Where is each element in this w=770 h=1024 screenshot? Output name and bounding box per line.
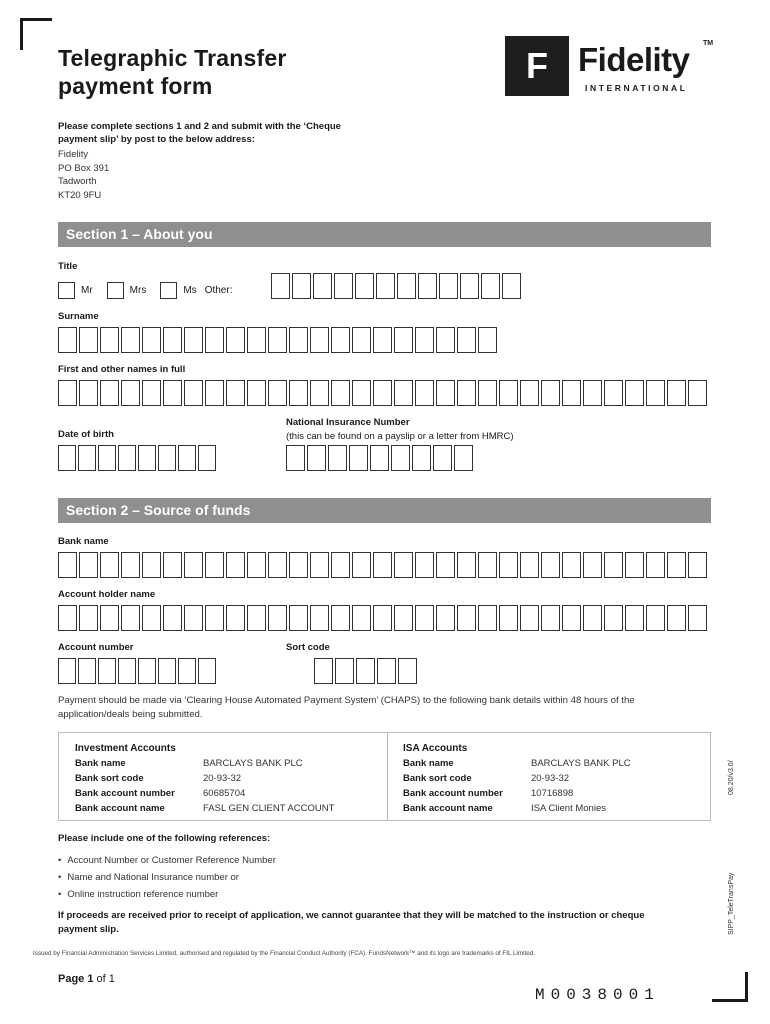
row-key: Bank account name — [403, 803, 493, 814]
row-key: Bank account number — [75, 788, 175, 799]
char-box[interactable] — [310, 380, 329, 406]
char-box[interactable] — [394, 605, 413, 631]
account-holder-field[interactable] — [58, 605, 707, 631]
char-box[interactable] — [520, 380, 539, 406]
table-row — [75, 801, 334, 816]
char-box[interactable] — [226, 380, 245, 406]
char-box[interactable] — [163, 380, 182, 406]
char-box[interactable] — [247, 380, 266, 406]
logo-subtitle: INTERNATIONAL — [585, 83, 688, 93]
char-box[interactable] — [58, 380, 77, 406]
row-value: 20-93-32 — [203, 773, 242, 784]
address-line: KT20 9FU — [58, 189, 102, 201]
table-divider — [387, 733, 388, 820]
char-box[interactable] — [268, 605, 287, 631]
side-code-version: 08.20/v3.0/ — [728, 760, 735, 795]
char-box[interactable] — [667, 552, 686, 578]
char-box[interactable] — [331, 605, 350, 631]
char-box[interactable] — [198, 445, 216, 471]
ni-label: National Insurance Number — [286, 417, 410, 428]
table-row — [75, 771, 334, 786]
char-box[interactable] — [604, 605, 623, 631]
ni-field[interactable] — [286, 445, 473, 471]
char-box[interactable] — [307, 445, 326, 471]
account-number-label: Account number — [58, 642, 134, 653]
char-box[interactable] — [398, 658, 417, 684]
char-box[interactable] — [226, 327, 245, 353]
sort-code-field[interactable] — [314, 658, 417, 684]
references-list — [58, 852, 276, 903]
char-box[interactable] — [478, 552, 497, 578]
char-box[interactable] — [625, 605, 644, 631]
char-box[interactable] — [433, 445, 452, 471]
char-box[interactable] — [289, 327, 308, 353]
char-box[interactable] — [499, 380, 518, 406]
char-box[interactable] — [184, 327, 203, 353]
isa-accounts — [403, 741, 631, 816]
investment-accounts — [75, 741, 334, 816]
char-box[interactable] — [415, 552, 434, 578]
char-box[interactable] — [604, 380, 623, 406]
legal-notice: Issued by Financial Administration Services Limited, authorised and regulated by the Financial Conduct Authority (FCA). FundsNetwork™ and its logo are trademarks of FIL Limited. — [33, 950, 536, 957]
char-box[interactable] — [478, 380, 497, 406]
char-box[interactable] — [457, 380, 476, 406]
char-box[interactable] — [356, 658, 375, 684]
char-box[interactable] — [121, 552, 140, 578]
char-box[interactable] — [352, 552, 371, 578]
char-box[interactable] — [286, 445, 305, 471]
char-box[interactable] — [499, 552, 518, 578]
char-box[interactable] — [457, 552, 476, 578]
surname-field[interactable] — [58, 327, 497, 353]
row-key: Bank account name — [75, 803, 165, 814]
row-key: Bank sort code — [75, 773, 144, 784]
char-box[interactable] — [562, 380, 581, 406]
char-box[interactable] — [226, 552, 245, 578]
char-box[interactable] — [331, 327, 350, 353]
char-box[interactable] — [184, 552, 203, 578]
warning-text: If proceeds are received prior to receipt of application, we cannot guarantee that they will be matched to the instruction or cheque payment slip. — [58, 910, 645, 935]
list-item: • Account Number or Customer Reference Number — [58, 852, 276, 869]
page-title — [58, 44, 388, 100]
char-box[interactable] — [370, 445, 389, 471]
char-box[interactable] — [58, 552, 77, 578]
first-names-field[interactable] — [58, 380, 707, 406]
char-box[interactable] — [502, 273, 521, 299]
char-box[interactable] — [562, 552, 581, 578]
char-box[interactable] — [205, 327, 224, 353]
address-line: Fidelity — [58, 149, 89, 160]
ms-checkbox[interactable] — [160, 282, 177, 299]
char-box[interactable] — [349, 445, 368, 471]
char-box[interactable] — [646, 605, 665, 631]
char-box[interactable] — [142, 380, 161, 406]
payment-instructions: Payment should be made via ‘Clearing House Automated Payment System’ (CHAPS) to the following bank details within 48 hours of the application/deals being submitted. — [58, 695, 635, 720]
char-box[interactable] — [436, 327, 455, 353]
char-box[interactable] — [205, 552, 224, 578]
char-box[interactable] — [436, 380, 455, 406]
char-box[interactable] — [78, 658, 96, 684]
char-box[interactable] — [436, 605, 455, 631]
char-box[interactable] — [118, 658, 136, 684]
char-box[interactable] — [541, 380, 560, 406]
char-box[interactable] — [520, 552, 539, 578]
char-box[interactable] — [184, 380, 203, 406]
char-box[interactable] — [163, 327, 182, 353]
char-box[interactable] — [310, 605, 329, 631]
char-box[interactable] — [499, 605, 518, 631]
char-box[interactable] — [292, 273, 311, 299]
side-reference — [728, 735, 735, 935]
char-box[interactable] — [646, 552, 665, 578]
char-box[interactable] — [478, 327, 497, 353]
page-prefix: Page — [58, 973, 85, 985]
char-box[interactable] — [289, 552, 308, 578]
char-box[interactable] — [205, 605, 224, 631]
char-box[interactable] — [541, 552, 560, 578]
char-box[interactable] — [394, 552, 413, 578]
row-key: Bank sort code — [403, 773, 472, 784]
char-box[interactable] — [58, 445, 76, 471]
intro-text: Please complete sections 1 and 2 and submit with the ‘Cheque payment slip’ by post to the below address: — [58, 121, 341, 145]
char-box[interactable] — [58, 327, 77, 353]
ms-label: Ms — [183, 285, 197, 296]
char-box[interactable] — [439, 273, 458, 299]
title-label: Title — [58, 261, 78, 272]
char-box[interactable] — [247, 605, 266, 631]
logo-wordmark: Fidelity — [578, 41, 690, 78]
char-box[interactable] — [391, 445, 410, 471]
char-box[interactable] — [138, 658, 156, 684]
char-box[interactable] — [121, 327, 140, 353]
char-box[interactable] — [377, 658, 396, 684]
row-key: Bank account number — [403, 788, 503, 799]
char-box[interactable] — [418, 273, 437, 299]
char-box[interactable] — [562, 605, 581, 631]
title-line-1: Telegraphic Transfer — [58, 45, 287, 71]
list-item: • Online instruction reference number — [58, 886, 276, 903]
char-box[interactable] — [268, 552, 287, 578]
page-current: 1 — [87, 973, 94, 985]
bank-name-label: Bank name — [58, 536, 109, 547]
char-box[interactable] — [355, 273, 374, 299]
mrs-checkbox[interactable] — [107, 282, 124, 299]
char-box[interactable] — [313, 273, 332, 299]
address-line: PO Box 391 — [58, 162, 110, 174]
char-box[interactable] — [688, 605, 707, 631]
corner-mark-top-left — [20, 18, 52, 50]
dob-label: Date of birth — [58, 429, 114, 440]
char-box[interactable] — [79, 605, 98, 631]
document-code: M0038001 — [535, 986, 660, 1004]
char-box[interactable] — [688, 380, 707, 406]
char-box[interactable] — [583, 380, 602, 406]
char-box[interactable] — [178, 445, 196, 471]
char-box[interactable] — [163, 552, 182, 578]
char-box[interactable] — [310, 327, 329, 353]
char-box[interactable] — [100, 552, 119, 578]
char-box[interactable] — [520, 605, 539, 631]
char-box[interactable] — [688, 552, 707, 578]
char-box[interactable] — [118, 445, 136, 471]
investment-heading: Investment Accounts — [75, 743, 176, 754]
char-box[interactable] — [184, 605, 203, 631]
char-box[interactable] — [667, 380, 686, 406]
char-box[interactable] — [100, 380, 119, 406]
char-box[interactable] — [121, 605, 140, 631]
char-box[interactable] — [335, 658, 354, 684]
char-box[interactable] — [178, 658, 196, 684]
fidelity-logo — [505, 36, 715, 96]
logo-mark: F — [505, 36, 569, 96]
logo-trademark: TM — [703, 40, 714, 47]
char-box[interactable] — [142, 327, 161, 353]
corner-mark-bottom-right — [712, 972, 748, 1002]
row-value: 20-93-32 — [531, 773, 570, 784]
section-1-header: Section 1 – About you — [58, 222, 711, 247]
other-title-field[interactable] — [271, 273, 521, 299]
sort-code-label: Sort code — [286, 642, 330, 653]
char-box[interactable] — [373, 327, 392, 353]
bank-name-field[interactable] — [58, 552, 707, 578]
char-box[interactable] — [412, 445, 431, 471]
row-value: ISA Client Monies — [531, 803, 606, 814]
char-box[interactable] — [394, 380, 413, 406]
char-box[interactable] — [158, 445, 176, 471]
list-item: • Name and National Insurance number or — [58, 869, 276, 886]
char-box[interactable] — [79, 552, 98, 578]
ni-hint: (this can be found on a payslip or a letter from HMRC) — [286, 431, 514, 442]
mr-label: Mr — [81, 285, 93, 296]
char-box[interactable] — [289, 605, 308, 631]
char-box[interactable] — [138, 445, 156, 471]
char-box[interactable] — [268, 380, 287, 406]
row-key: Bank name — [75, 758, 126, 769]
char-box[interactable] — [604, 552, 623, 578]
bank-details-table — [58, 732, 711, 821]
char-box[interactable] — [98, 445, 116, 471]
char-box[interactable] — [78, 445, 96, 471]
isa-heading: ISA Accounts — [403, 743, 468, 754]
char-box[interactable] — [331, 380, 350, 406]
first-names-label: First and other names in full — [58, 364, 186, 375]
table-row — [403, 756, 631, 771]
char-box[interactable] — [454, 445, 473, 471]
char-box[interactable] — [352, 327, 371, 353]
row-key: Bank name — [403, 758, 454, 769]
char-box[interactable] — [583, 552, 602, 578]
side-code-name: SIPP_TeleTransPay — [728, 872, 735, 935]
char-box[interactable] — [58, 605, 77, 631]
char-box[interactable] — [478, 605, 497, 631]
char-box[interactable] — [121, 380, 140, 406]
char-box[interactable] — [373, 605, 392, 631]
char-box[interactable] — [394, 327, 413, 353]
char-box[interactable] — [481, 273, 500, 299]
char-box[interactable] — [667, 605, 686, 631]
table-row — [403, 786, 631, 801]
char-box[interactable] — [100, 327, 119, 353]
char-box[interactable] — [415, 327, 434, 353]
char-box[interactable] — [247, 552, 266, 578]
char-box[interactable] — [58, 658, 76, 684]
char-box[interactable] — [79, 380, 98, 406]
char-box[interactable] — [268, 327, 287, 353]
postal-address — [58, 148, 109, 202]
char-box[interactable] — [646, 380, 665, 406]
char-box[interactable] — [314, 658, 333, 684]
surname-label: Surname — [58, 311, 99, 322]
char-box[interactable] — [457, 327, 476, 353]
row-value: BARCLAYS BANK PLC — [531, 758, 631, 769]
char-box[interactable] — [415, 380, 434, 406]
char-box[interactable] — [289, 380, 308, 406]
char-box[interactable] — [457, 605, 476, 631]
char-box[interactable] — [247, 327, 266, 353]
account-number-field[interactable] — [58, 658, 216, 684]
other-label: Other: — [204, 285, 233, 296]
char-box[interactable] — [142, 552, 161, 578]
mr-checkbox[interactable] — [58, 282, 75, 299]
char-box[interactable] — [583, 605, 602, 631]
page-number — [58, 973, 115, 985]
char-box[interactable] — [352, 605, 371, 631]
char-box[interactable] — [352, 380, 371, 406]
char-box[interactable] — [625, 552, 644, 578]
char-box[interactable] — [436, 552, 455, 578]
row-value: BARCLAYS BANK PLC — [203, 758, 303, 769]
section-2-header: Section 2 – Source of funds — [58, 498, 711, 523]
char-box[interactable] — [100, 605, 119, 631]
account-holder-label: Account holder name — [58, 589, 156, 600]
char-box[interactable] — [158, 658, 176, 684]
row-value: 10716898 — [531, 788, 574, 799]
char-box[interactable] — [205, 380, 224, 406]
char-box[interactable] — [541, 605, 560, 631]
char-box[interactable] — [376, 273, 395, 299]
mrs-label: Mrs — [129, 285, 147, 296]
address-line: Tadworth — [58, 176, 97, 187]
table-row — [403, 771, 631, 786]
references-heading: Please include one of the following references: — [58, 833, 271, 844]
char-box[interactable] — [310, 552, 329, 578]
char-box[interactable] — [373, 552, 392, 578]
char-box[interactable] — [142, 605, 161, 631]
table-row — [75, 786, 334, 801]
char-box[interactable] — [163, 605, 182, 631]
title-line-2: payment form — [58, 73, 213, 99]
row-value: FASL GEN CLIENT ACCOUNT — [203, 803, 335, 814]
char-box[interactable] — [625, 380, 644, 406]
title-options — [58, 282, 234, 299]
char-box[interactable] — [271, 273, 290, 299]
table-row — [75, 756, 334, 771]
row-value: 60685704 — [203, 788, 246, 799]
char-box[interactable] — [460, 273, 479, 299]
dob-field[interactable] — [58, 445, 216, 471]
char-box[interactable] — [334, 273, 353, 299]
char-box[interactable] — [328, 445, 347, 471]
char-box[interactable] — [98, 658, 116, 684]
char-box[interactable] — [331, 552, 350, 578]
char-box[interactable] — [373, 380, 392, 406]
page-total: of 1 — [96, 973, 115, 985]
char-box[interactable] — [79, 327, 98, 353]
char-box[interactable] — [397, 273, 416, 299]
char-box[interactable] — [198, 658, 216, 684]
char-box[interactable] — [226, 605, 245, 631]
char-box[interactable] — [415, 605, 434, 631]
table-row — [403, 801, 631, 816]
